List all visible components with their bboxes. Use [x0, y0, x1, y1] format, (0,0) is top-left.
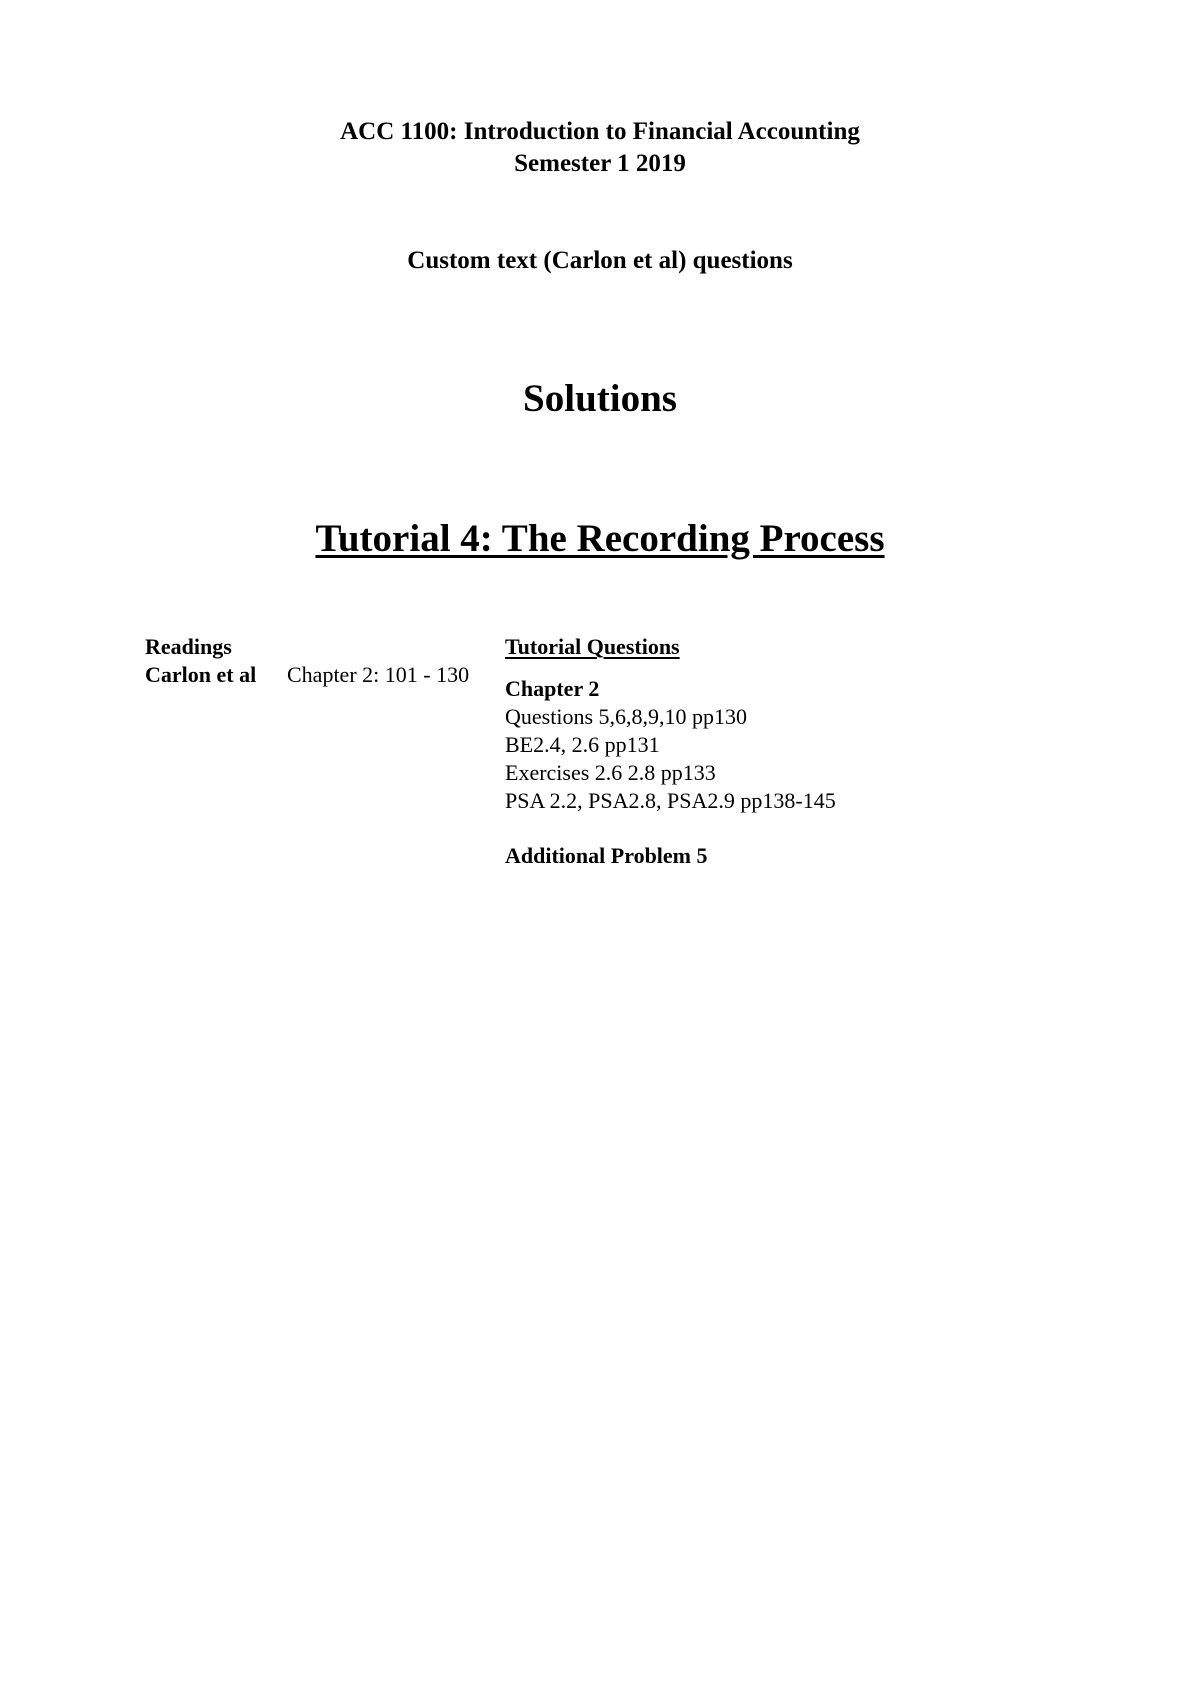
reading-pages: Chapter 2: 101 - 130: [287, 662, 470, 687]
reading-entry: [145, 661, 469, 689]
question-item: BE2.4, 2.6 pp131: [505, 732, 660, 757]
chapter-heading: Chapter 2: [505, 676, 600, 701]
question-item: PSA 2.2, PSA2.8, PSA2.9 pp138-145: [505, 788, 836, 813]
additional-problem: Additional Problem 5: [505, 843, 708, 868]
tutorial-title: Tutorial 4: The Recording Process: [315, 517, 885, 560]
solutions-heading: Solutions: [523, 377, 677, 420]
semester-label: Semester 1 2019: [514, 150, 686, 177]
custom-text-heading: Custom text (Carlon et al) questions: [407, 247, 793, 274]
course-title: ACC 1100: Introduction to Financial Accounting: [340, 118, 860, 145]
tutorial-questions-heading: Tutorial Questions: [505, 634, 680, 659]
question-item: Questions 5,6,8,9,10 pp130: [505, 704, 747, 729]
readings-heading: Readings: [145, 634, 232, 659]
tutorial-questions-section: [505, 633, 836, 870]
readings-section: [145, 633, 469, 689]
reading-author: Carlon et al: [145, 662, 257, 687]
question-item: Exercises 2.6 2.8 pp133: [505, 760, 716, 785]
